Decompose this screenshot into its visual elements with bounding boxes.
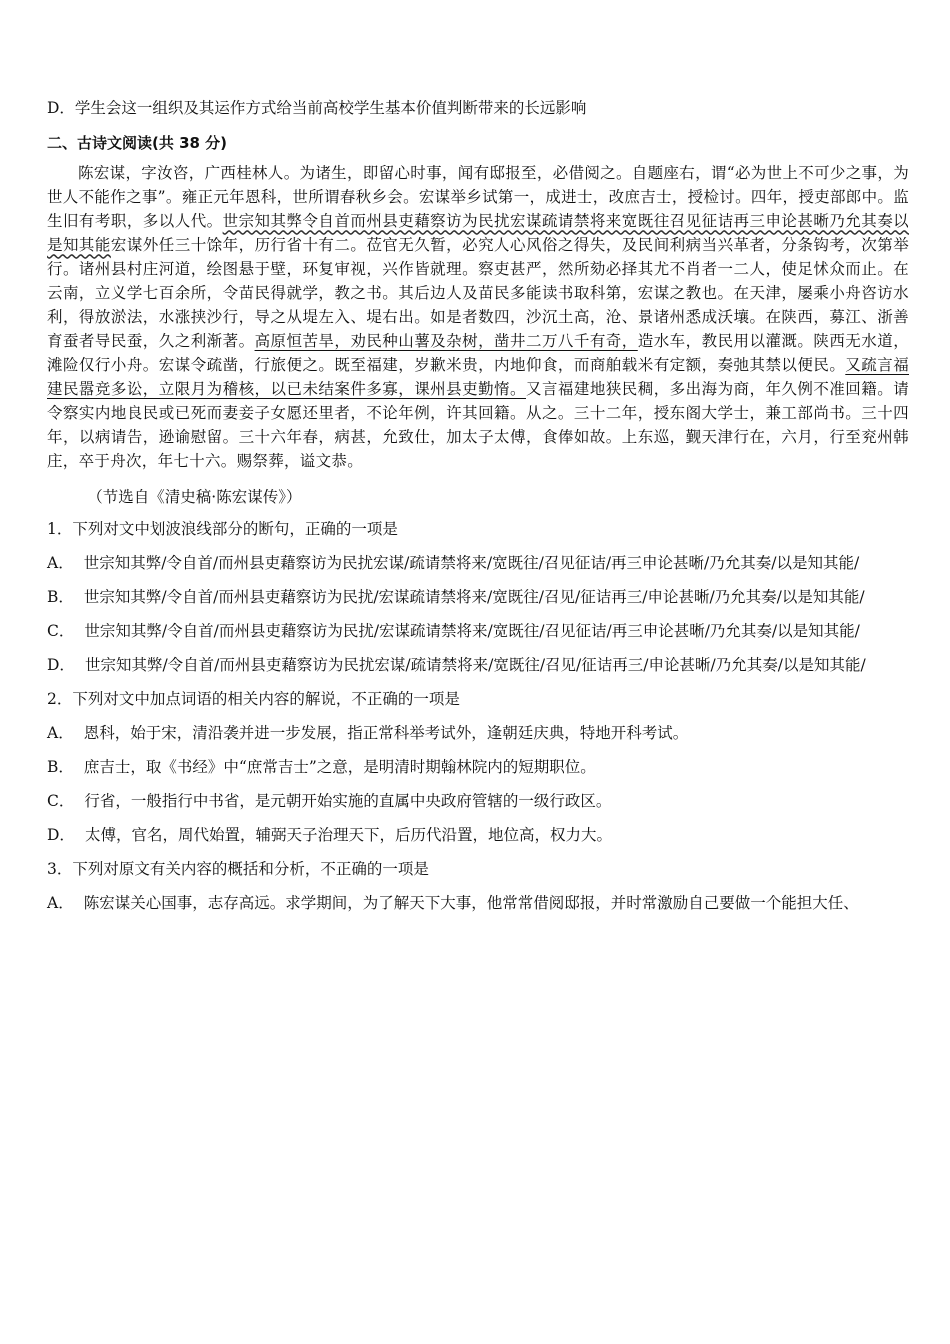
passage-paragraph <box>47 161 909 473</box>
option-text: 太傅，官名，周代始置，辅弼天子治理天下，后历代沿置，地位高，权力大。 <box>84 825 612 844</box>
question-2-option-d <box>47 823 909 847</box>
question-1-option-a <box>47 551 909 575</box>
question-1-option-d <box>47 653 909 677</box>
question-3-stem: 3．下列对原文有关内容的概括和分析，不正确的一项是 <box>47 859 429 878</box>
option-text: 世宗知其弊/令自首/而州县吏藉察访为民扰/宏谋疏请禁将来/宽既往/召见/征诘再三/申论甚晰/乃允其奏/以是知其能/ <box>83 587 865 606</box>
question-3-option-a <box>47 891 909 915</box>
passage-text: 又言福建地狭民稠，多出海为商，年久例不准回籍。请令察实内地良民或已死而妻妾子女愿还里者，不论年例，许其回籍。从之。三十二年，授东阁大学士，兼工部尚书。三十四年，以病请告，逊谕慰留。三十六年春，病甚，允致仕，加太子太傅，食俸如故。上东巡，觐天津行在，六月，行至兖州韩庄，卒于舟次，年七十六。赐祭葬，谥文恭。 <box>47 379 909 470</box>
underlined-sentence-1: 高原恒苦旱，劝民种山薯及杂树，凿井二万八千有奇， <box>254 331 638 350</box>
option-text: 恩科，始于宋，清沿袭并进一步发展，指正常科举考试外，逢朝廷庆典，特地开科考试。 <box>83 723 689 742</box>
question-2-stem: 2．下列对文中加点词语的相关内容的解说，不正确的一项是 <box>47 689 460 708</box>
question-1-option-c <box>47 619 909 643</box>
option-text: 世宗知其弊/令自首/而州县吏藉察访为民扰宏谋/疏请禁将来/宽既往/召见/征诘再三/申论甚晰/乃允其奏/以是知其能/ <box>84 655 866 674</box>
option-label: A． <box>47 723 74 742</box>
previous-question-option-d: D．学生会这一组织及其运作方式给当前高校学生基本价值判断带来的长远影响 <box>47 99 587 117</box>
option-label: D． <box>47 655 75 674</box>
question-2-option-b <box>47 755 909 779</box>
option-label: A． <box>47 553 74 572</box>
question-1-option-b <box>47 585 909 609</box>
question-2-option-c <box>47 789 909 813</box>
section-title: 二、古诗文阅读(共 38 分) <box>47 133 228 152</box>
option-label: B． <box>47 757 74 776</box>
option-text: 陈宏谋关心国事，志存高远。求学期间，为了解天下大事，他常常借阅邸报，并时常激励自己要做一个能担大任、 <box>83 893 859 912</box>
passage-text: 宏谋外任三十馀年，历行省十有二。莅官无久暂，必究人心风俗之得失，及民间利病当兴革者，分条钩考，次第举行。诸州县村庄河道，绘图悬于壁，环复审视，兴作皆就理。察吏甚严，然所劾必择其尤不肖者一二人，使足怵众而止。在云南，立义学七百余所，令苗民得就学，教之书。其后边人及苗民多能读书取科第，宏谋之教也。在天津，屡乘小舟咨访水利，得放淤法，水涨挟沙行，导之从堤左入、堤右出。如是者数四，沙沉土高，沧、景诸州悉成沃壤。在陕西，募江、浙善育蚕者导民蚕，久之利渐著。 <box>47 235 909 350</box>
option-label: C． <box>47 621 75 640</box>
option-label: B． <box>47 587 74 606</box>
option-text: 世宗知其弊/令自首/而州县吏藉察访为民扰宏谋/疏请禁将来/宽既往/召见征诘/再三申论甚晰/乃允其奏/以是知其能/ <box>83 553 860 572</box>
classical-passage <box>47 161 909 473</box>
option-text: 行省，一般指行中书省，是元朝开始实施的直属中央政府管辖的一级行政区。 <box>84 791 612 810</box>
option-label: D． <box>47 825 75 844</box>
passage-source: （节选自《清史稿·陈宏谋传》） <box>87 487 302 506</box>
option-text: 庶吉士，取《书经》中“庶常吉士”之意，是明清时期翰林院内的短期职位。 <box>83 757 596 776</box>
page-content <box>47 96 909 925</box>
underlined-sentence-2: 又疏言福建民嚣竞多讼，立限月为稽核，以已未结案件多寡，课州县吏勤惰。 <box>47 355 909 398</box>
question-2-option-a <box>47 721 909 745</box>
option-text: 世宗知其弊/令自首/而州县吏藉察访为民扰/宏谋疏请禁将来/宽既往/召见征诘/再三申论甚晰/乃允其奏/以是知其能/ <box>84 621 860 640</box>
passage-text: 造水车，教民用以灌溉。陕西无水道，滩险仅行小舟。宏谋令疏凿，行旅便之。既至福建，岁歉米贵，内地仰食，而商舶载米有定额，奏弛其禁以便民。 <box>47 331 910 374</box>
wavy-underlined-text: 世宗知其弊令自首而州县吏藉察访为民扰宏谋疏请禁将来宽既往召见征诘再三申论甚晰乃允其奏以是知其能 <box>47 211 909 254</box>
passage-text: 陈宏谋，字汝咨，广西桂林人。为诸生，即留心时事，闻有邸报至，必借阅之。自题座右，谓“必为世上不可少之事，为世人不能作之事”。雍正元年恩科，世所谓春秋乡会。宏谋举乡试第一，成进士，改庶吉士，授检讨。四年，授吏部郎中。监生旧有考职，多以人代。 <box>47 163 909 230</box>
question-1-stem: 1．下列对文中划波浪线部分的断句，正确的一项是 <box>47 519 398 538</box>
option-label: C． <box>47 791 75 810</box>
option-label: A． <box>47 893 74 912</box>
